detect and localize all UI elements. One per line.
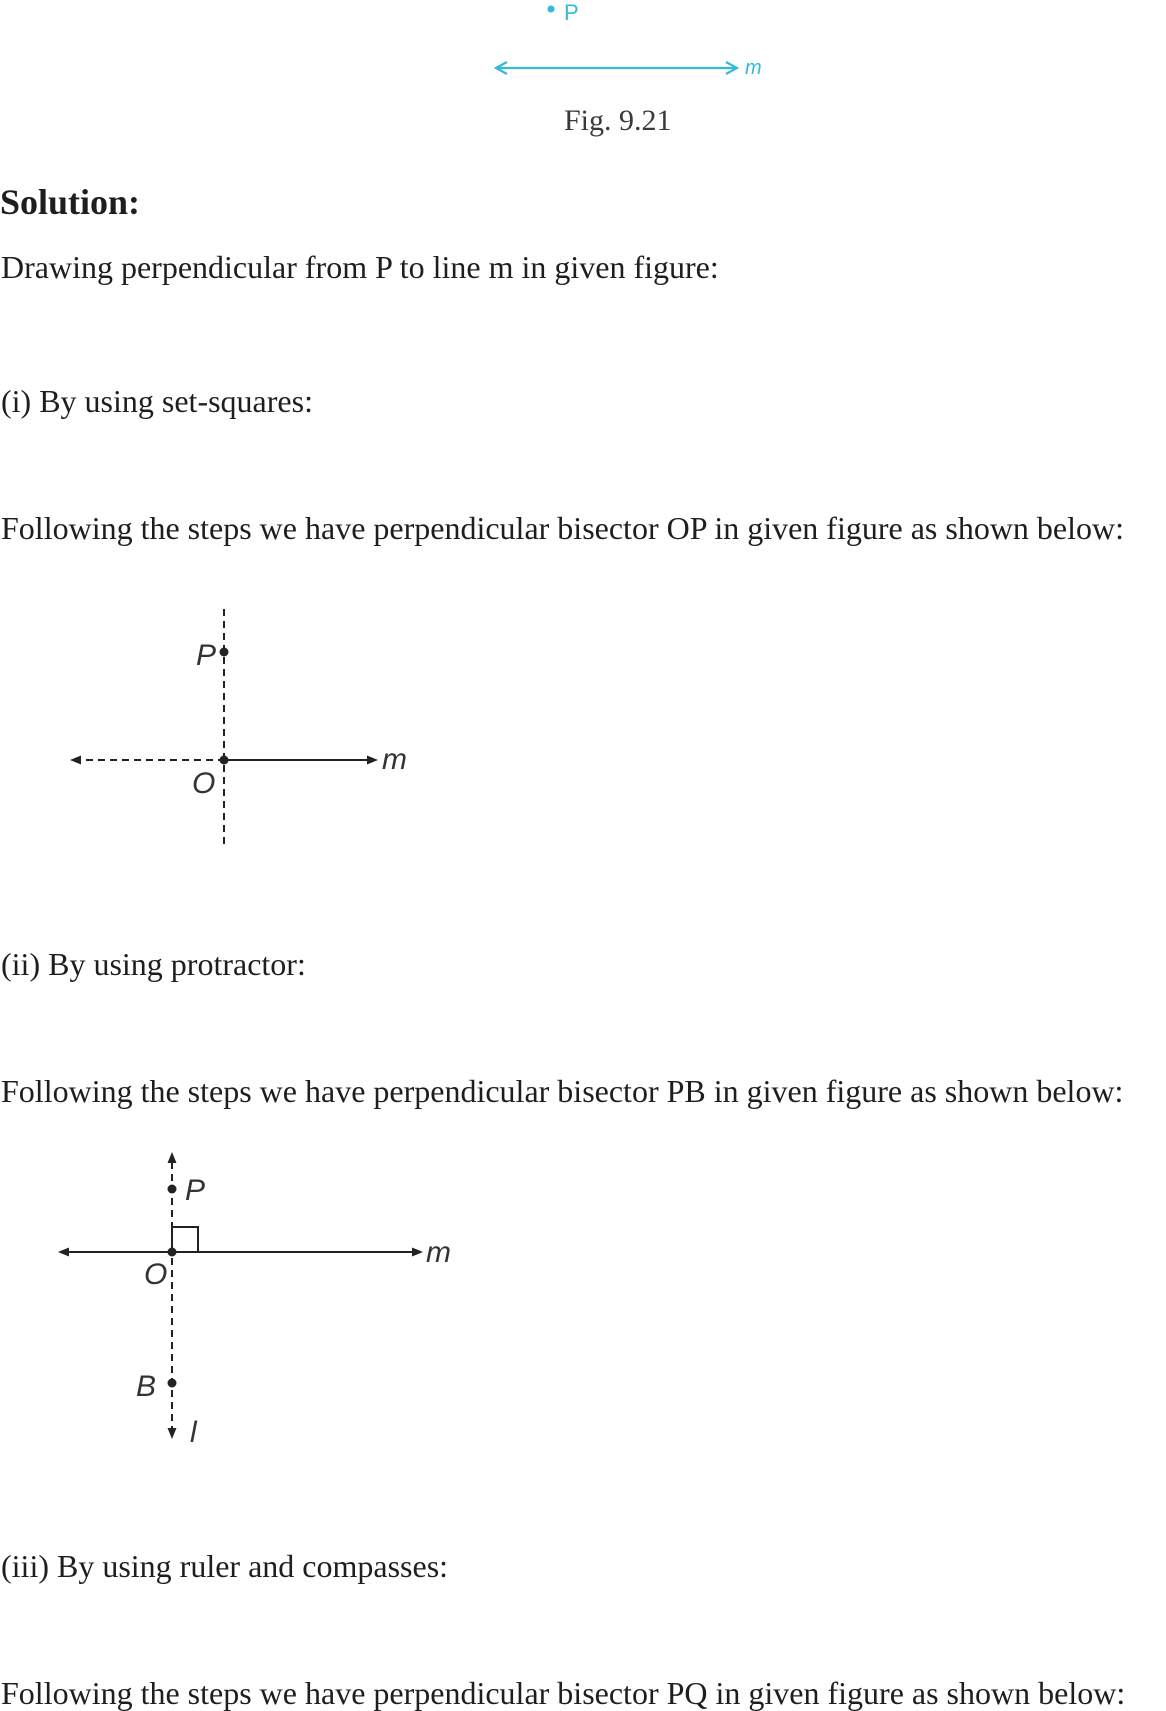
method-3-title: (iii) By using ruler and compasses: <box>1 1548 449 1584</box>
right-angle-marker <box>172 1227 198 1252</box>
line-m-right-arrowhead <box>367 756 378 765</box>
method-2-result: Following the steps we have perpendicular bisector PB in given figure as shown below: <box>1 1073 1124 1109</box>
line-m-label: m <box>745 57 762 79</box>
line-m-label: m <box>426 1236 451 1269</box>
method-3-result: Following the steps we have perpendicular bisector PQ in given figure as shown below: <box>1 1675 1126 1711</box>
protractor-diagram <box>30 1140 460 1455</box>
point-o-label: O <box>192 767 216 800</box>
line-m-right-arrowhead <box>412 1248 423 1257</box>
fig-9-21-diagram <box>440 0 780 92</box>
point-b-dot <box>168 1379 177 1388</box>
line-l-label: l <box>190 1416 197 1449</box>
line-l-down-arrowhead <box>168 1428 177 1439</box>
point-p-label: P <box>564 0 579 25</box>
method-1-title: (i) By using set-squares: <box>1 383 313 419</box>
solution-intro: Drawing perpendicular from P to line m in given figure: <box>1 249 719 285</box>
point-p-dot <box>220 648 229 657</box>
point-p-label: P <box>185 1174 206 1207</box>
point-b-label: B <box>136 1370 157 1403</box>
method-1-result: Following the steps we have perpendicular bisector OP in given figure as shown below: <box>1 510 1125 546</box>
figure-caption: Fig. 9.21 <box>564 104 672 137</box>
line-m-left-arrowhead <box>70 756 81 765</box>
point-o-dot <box>220 756 229 765</box>
line-m-label: m <box>382 743 407 776</box>
point-o-dot <box>168 1248 177 1257</box>
set-squares-diagram <box>40 595 440 860</box>
point-o-label: O <box>144 1258 168 1291</box>
point-p-dot <box>548 6 555 13</box>
point-p-label: P <box>196 639 217 672</box>
solution-heading: Solution: <box>0 182 141 222</box>
point-p-dot <box>168 1185 177 1194</box>
line-l-up-arrowhead <box>168 1152 177 1163</box>
line-m-left-arrowhead <box>58 1248 69 1257</box>
method-2-title: (ii) By using protractor: <box>1 946 306 982</box>
